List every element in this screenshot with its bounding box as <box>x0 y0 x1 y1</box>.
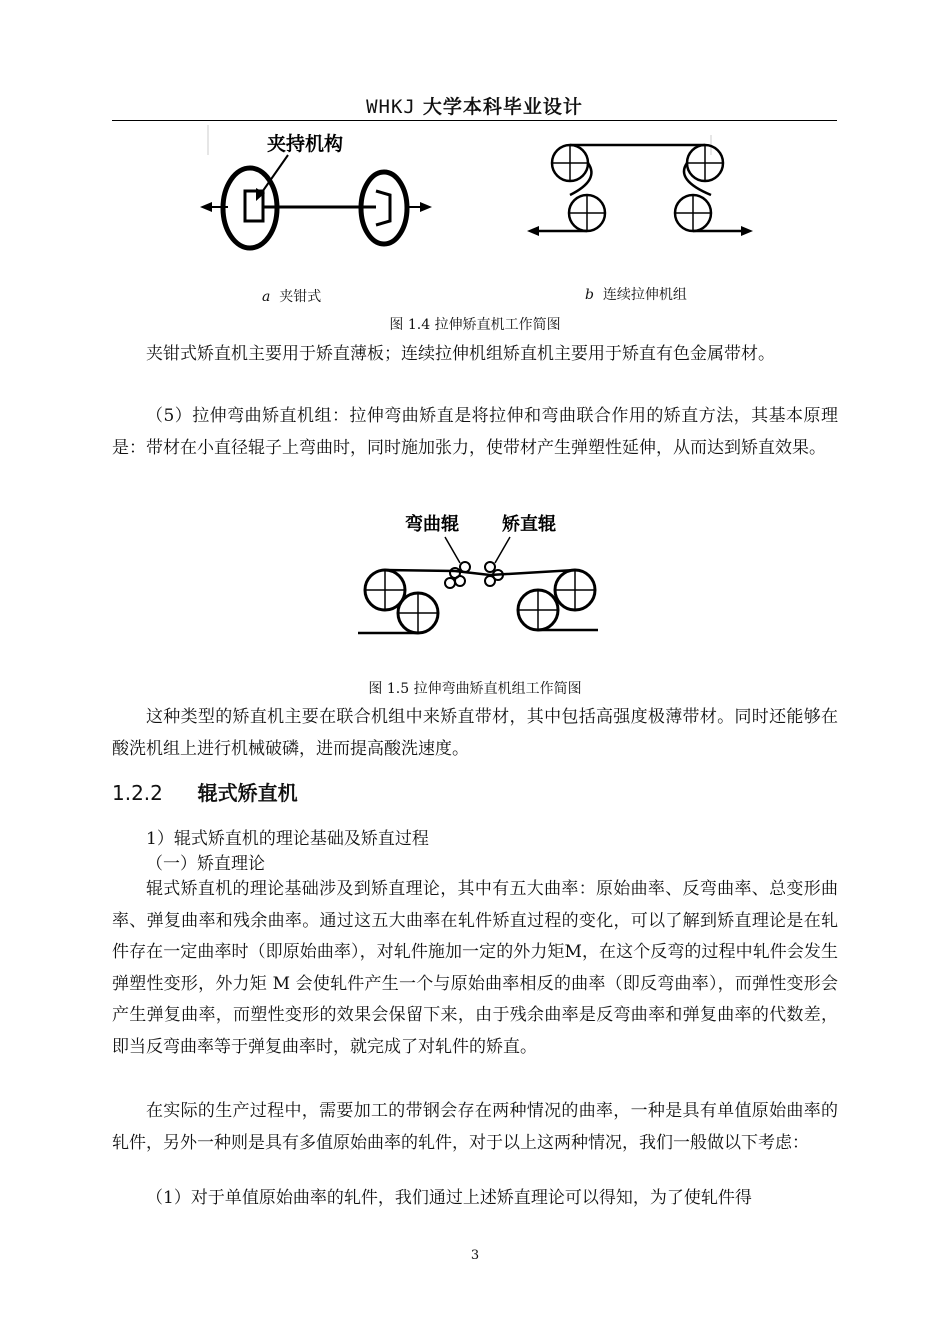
caption-b-text: 连续拉伸机组 <box>602 287 687 303</box>
paragraph-curvature-theory: 辊式矫直机的理论基础涉及到矫直理论，其中有五大曲率：原始曲率、反弯曲率、总变形曲率、弹复曲率和残余曲率。通过这五大曲率在轧件矫直过程的变化，可以了解到矫直理论是在轧件存在一定曲率时（即原始曲率），对轧件施加一定的外力矩M，在这个反弯的过程中轧件会发生弹塑性变形，外力矩 M 会使轧件产生一个与原始曲率相反的曲率（即反弯曲率），而弹性变形会产生弹复曲率，而塑性变形的效果会保留下来，由于残余曲率是反弯曲率和弹复曲率的代数差，即当反弯曲率等于弹复曲率时，就完成了对轧件的矫直。 <box>112 879 838 1057</box>
paragraph-production-cases: 在实际的生产过程中，需要加工的带钢会存在两种情况的曲率，一种是具有单值原始曲率的轧件，另外一种则是具有多值原始曲率的轧件，对于以上这两种情况，我们一般做以下考虑： <box>112 1101 838 1153</box>
paragraph-clamp-usage: 夹钳式矫直机主要用于矫直薄板；连续拉伸机组矫直机主要用于矫直有色金属带材。 <box>146 344 775 364</box>
figure-1-4-caption: 图 1.4 拉伸矫直机工作简图 <box>389 317 561 333</box>
clamp-mechanism-label: 夹持机构 <box>267 133 344 155</box>
section-number: 1.2.2 <box>112 781 163 805</box>
header-title: 大学本科毕业设计 <box>422 96 583 118</box>
figure-1-4a-clamp-diagram <box>190 125 440 260</box>
header-rule <box>112 120 837 121</box>
straightening-roll-label: 矫直辊 <box>502 514 556 535</box>
figure-1-4b-continuous-diagram <box>525 135 755 245</box>
caption-a-letter: a <box>262 289 271 305</box>
page-header <box>112 92 837 119</box>
figure-1-5-stretch-bend-diagram <box>350 505 610 645</box>
caption-a-text: 夹钳式 <box>279 289 322 305</box>
figure-1-4a-caption <box>262 286 321 306</box>
paragraph-usage-strip: 这种类型的矫直机主要在联合机组中来矫直带材，其中包括高强度极薄带材。同时还能够在酸洗机组上进行机械破磷，进而提高酸洗速度。 <box>112 707 838 759</box>
subheading-straightening-theory: （一）矫直理论 <box>146 854 265 874</box>
section-heading <box>112 777 298 806</box>
paragraph-stretch-bend: （5）拉伸弯曲矫直机组：拉伸弯曲矫直是将拉伸和弯曲联合作用的矫直方法，其基本原理是：带材在小直径辊子上弯曲时，同时施加张力，使带材产生弹塑性延伸，从而达到矫直效果。 <box>112 406 838 458</box>
page-number: 3 <box>470 1248 480 1263</box>
caption-b-letter: b <box>585 287 594 303</box>
figure-1-5-caption: 图 1.5 拉伸弯曲矫直机组工作简图 <box>368 681 582 697</box>
subheading-theory-basis: 1）辊式矫直机的理论基础及矫直过程 <box>146 829 429 849</box>
figure-1-4b-caption <box>585 284 687 304</box>
header-latin: WHKJ <box>366 96 416 118</box>
section-title: 辊式矫直机 <box>197 781 298 805</box>
bend-roll-label: 弯曲辊 <box>405 514 459 535</box>
paragraph-single-curvature: （1）对于单值原始曲率的轧件，我们通过上述矫直理论可以得知，为了使轧件得 <box>146 1188 752 1208</box>
